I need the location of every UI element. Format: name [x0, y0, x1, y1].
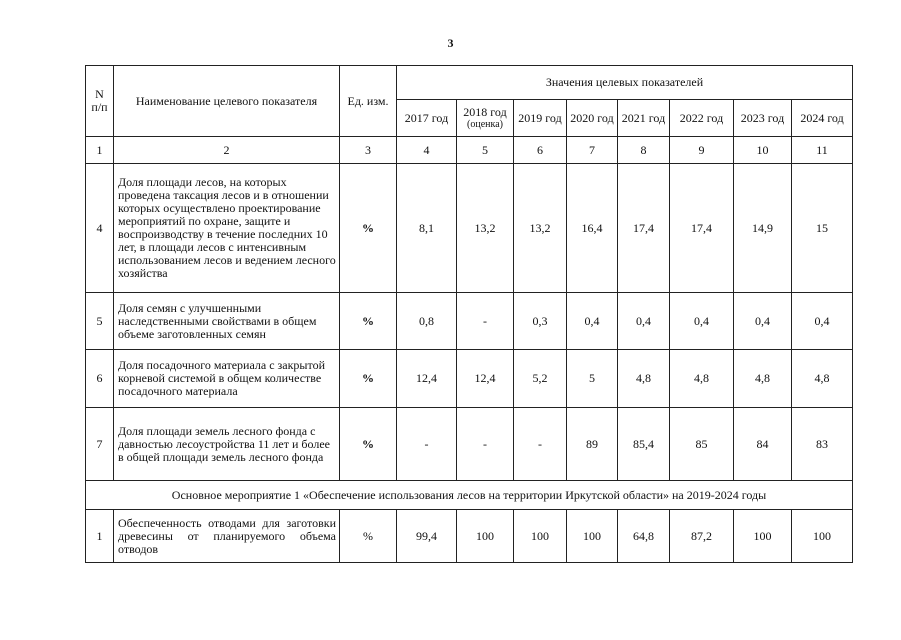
column-number: 1: [86, 137, 114, 164]
row-number: 7: [86, 408, 114, 481]
value-cell: 0,3: [514, 293, 567, 350]
value-cell: -: [457, 293, 514, 350]
header-year: [792, 100, 853, 137]
value-cell: 4,8: [670, 350, 734, 408]
row-number: 6: [86, 350, 114, 408]
table-row: [86, 350, 853, 408]
column-number: 11: [792, 137, 853, 164]
value-cell: 4,8: [618, 350, 670, 408]
value-cell: 8,1: [397, 164, 457, 293]
value-cell: 0,4: [567, 293, 618, 350]
value-cell: 12,4: [397, 350, 457, 408]
value-cell: 84: [734, 408, 792, 481]
column-number: 9: [670, 137, 734, 164]
value-cell: 0,4: [734, 293, 792, 350]
unit-cell: %: [340, 164, 397, 293]
target-indicators-table: [85, 65, 853, 563]
value-cell: 100: [734, 510, 792, 563]
value-cell: 16,4: [567, 164, 618, 293]
value-cell: -: [514, 408, 567, 481]
value-cell: 100: [514, 510, 567, 563]
value-cell: 100: [457, 510, 514, 563]
unit-cell: %: [340, 293, 397, 350]
header-year: [670, 100, 734, 137]
indicator-name: Доля площади лесов, на которых проведена таксация лесов и в отношении которых осуществлено проектирование мероприятий по охране, защите и воспроизводству в течение последних 10 лет, в площади лесов с интенсивным использованием лесов и ведением лесного хозяйства: [114, 164, 340, 293]
column-number: 6: [514, 137, 567, 164]
value-cell: 87,2: [670, 510, 734, 563]
value-cell: 89: [567, 408, 618, 481]
column-number: 10: [734, 137, 792, 164]
value-cell: 83: [792, 408, 853, 481]
header-year: [567, 100, 618, 137]
section-title: Основное мероприятие 1 «Обеспечение использования лесов на территории Иркутской области» на 2019-2024 годы: [86, 481, 853, 510]
indicator-name: Доля площади земель лесного фонда с давностью лесоустройства 11 лет и более в общей площади земель лесного фонда: [114, 408, 340, 481]
header-row-column-numbers: [86, 137, 853, 164]
value-cell: 4,8: [734, 350, 792, 408]
header-year: [514, 100, 567, 137]
table-row: [86, 510, 853, 563]
indicator-name: Доля семян с улучшенными наследственными свойствами в общем объеме заготовленных семян: [114, 293, 340, 350]
indicator-name: Доля посадочного материала с закрытой корневой системой в общем количестве посадочного материала: [114, 350, 340, 408]
column-number: 8: [618, 137, 670, 164]
value-cell: 85,4: [618, 408, 670, 481]
year-label: 2022 год: [679, 110, 724, 125]
value-cell: 100: [792, 510, 853, 563]
column-number: 2: [114, 137, 340, 164]
table-row: [86, 408, 853, 481]
header-year: [457, 100, 514, 137]
header-unit: Ед. изм.: [340, 66, 397, 137]
year-label: 2024 год: [800, 110, 844, 125]
value-cell: 99,4: [397, 510, 457, 563]
header-year: [734, 100, 792, 137]
header-year: [397, 100, 457, 137]
column-number: 7: [567, 137, 618, 164]
year-label: 2018 год: [463, 105, 507, 119]
header-num: N п/п: [86, 66, 114, 137]
value-cell: 0,4: [670, 293, 734, 350]
column-number: 4: [397, 137, 457, 164]
column-number: 5: [457, 137, 514, 164]
table-row: [86, 293, 853, 350]
page-number: 3: [447, 36, 454, 50]
year-label: 2017 год: [404, 110, 449, 125]
value-cell: 13,2: [457, 164, 514, 293]
header-name: Наименование целевого показателя: [114, 66, 340, 137]
value-cell: 13,2: [514, 164, 567, 293]
header-values-group: Значения целевых показателей: [397, 66, 853, 100]
year-label: 2019 год: [518, 110, 562, 125]
value-cell: 0,4: [618, 293, 670, 350]
value-cell: 4,8: [792, 350, 853, 408]
header-row-1: [86, 66, 853, 100]
value-cell: 0,8: [397, 293, 457, 350]
year-label: 2020 год: [570, 110, 614, 125]
value-cell: 85: [670, 408, 734, 481]
value-cell: 5,2: [514, 350, 567, 408]
value-cell: 14,9: [734, 164, 792, 293]
value-cell: 12,4: [457, 350, 514, 408]
value-cell: 0,4: [792, 293, 853, 350]
value-cell: -: [457, 408, 514, 481]
indicator-name: Обеспеченность отводами для заготовки древесины от планируемого объема отводов: [114, 510, 340, 563]
value-cell: 15: [792, 164, 853, 293]
value-cell: 17,4: [670, 164, 734, 293]
value-cell: 5: [567, 350, 618, 408]
row-number: 1: [86, 510, 114, 563]
value-cell: -: [397, 408, 457, 481]
row-number: 5: [86, 293, 114, 350]
year-note: (оценка): [467, 119, 503, 130]
header-year: [618, 100, 670, 137]
value-cell: 100: [567, 510, 618, 563]
unit-cell: %: [340, 408, 397, 481]
value-cell: 17,4: [618, 164, 670, 293]
table-row: [86, 164, 853, 293]
unit-cell: %: [340, 350, 397, 408]
year-label: 2021 год: [621, 110, 666, 125]
year-label: 2023 год: [740, 110, 785, 125]
row-number: 4: [86, 164, 114, 293]
unit-cell: %: [340, 510, 397, 563]
value-cell: 64,8: [618, 510, 670, 563]
column-number: 3: [340, 137, 397, 164]
section-row: [86, 481, 853, 510]
